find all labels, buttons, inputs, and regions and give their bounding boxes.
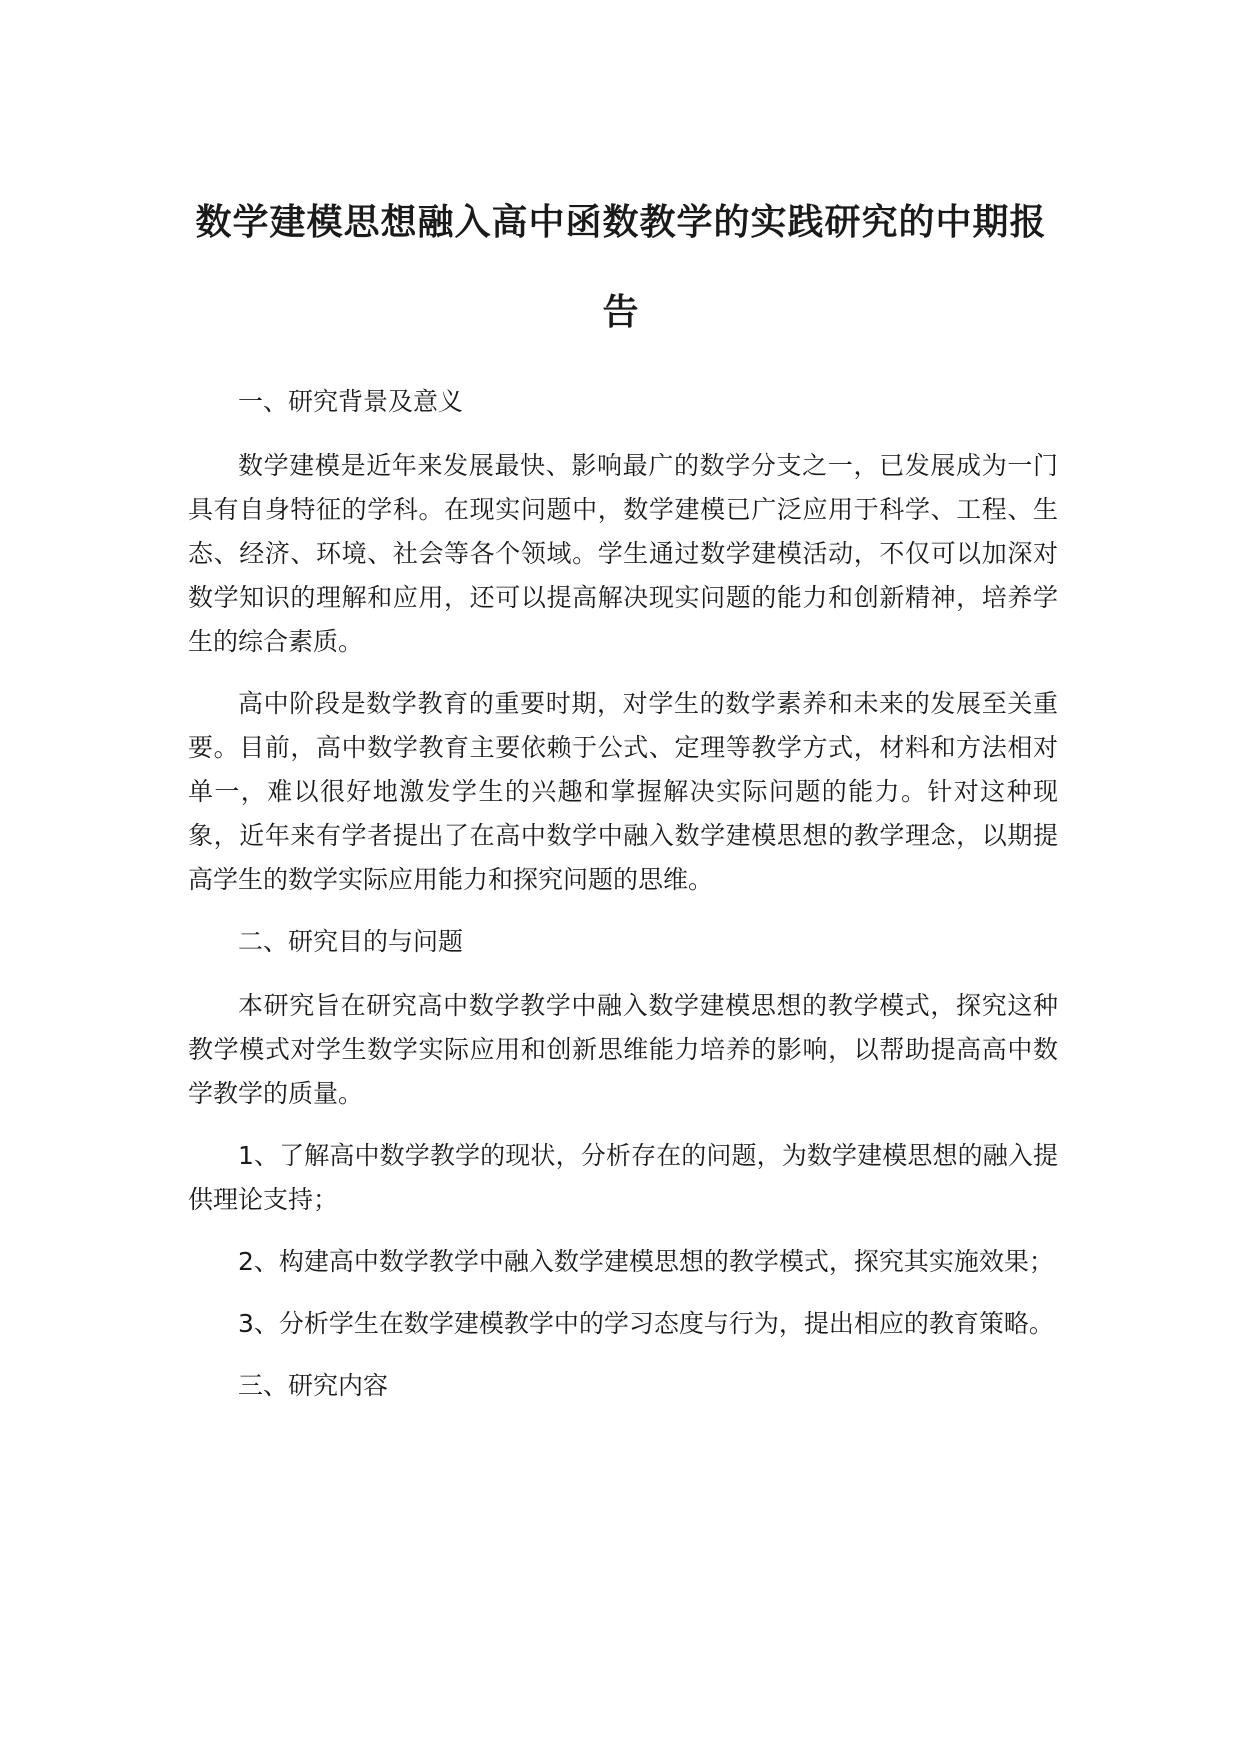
list-item: 1、了解高中数学教学的现状，分析存在的问题，为数学建模思想的融入提供理论支持； bbox=[188, 1141, 1058, 1214]
list-item: 3、分析学生在数学建模教学中的学习态度与行为，提出相应的教育策略。 bbox=[238, 1309, 1054, 1338]
section-heading-content: 三、研究内容 bbox=[238, 1371, 389, 1400]
section-heading-purpose: 二、研究目的与问题 bbox=[238, 927, 464, 956]
paragraph: 数学建模是近年来发展最快、影响最广的数学分支之一，已发展成为一门具有自身特征的学科。在现实问题中，数学建模已广泛应用于科学、工程、生态、经济、环境、社会等各个领域。学生通过数学建模活动，不仅可以加深对数学知识的理解和应用，还可以提高解决现实问题的能力和创新精神，培养学生的综合素质。 bbox=[188, 451, 1058, 656]
paragraph: 高中阶段是数学教育的重要时期，对学生的数学素养和未来的发展至关重要。目前，高中数学教育主要依赖于公式、定理等教学方式，材料和方法相对单一，难以很好地激发学生的兴趣和掌握解决实际问题的能力。针对这种现象，近年来有学者提出了在高中数学中融入数学建模思想的教学理念，以期提高学生的数学实际应用能力和探究问题的思维。 bbox=[188, 689, 1058, 894]
list-item: 2、构建高中数学教学中融入数学建模思想的教学模式，探究其实施效果； bbox=[238, 1247, 1054, 1276]
section-heading-background: 一、研究背景及意义 bbox=[238, 387, 464, 416]
paragraph: 本研究旨在研究高中数学教学中融入数学建模思想的教学模式，探究这种教学模式对学生数学实际应用和创新思维能力培养的影响，以帮助提高高中数学教学的质量。 bbox=[188, 991, 1058, 1108]
document-body bbox=[188, 380, 1058, 1428]
document-title: 数学建模思想融入高中函数教学的实践研究的中期报告 bbox=[195, 202, 1047, 333]
